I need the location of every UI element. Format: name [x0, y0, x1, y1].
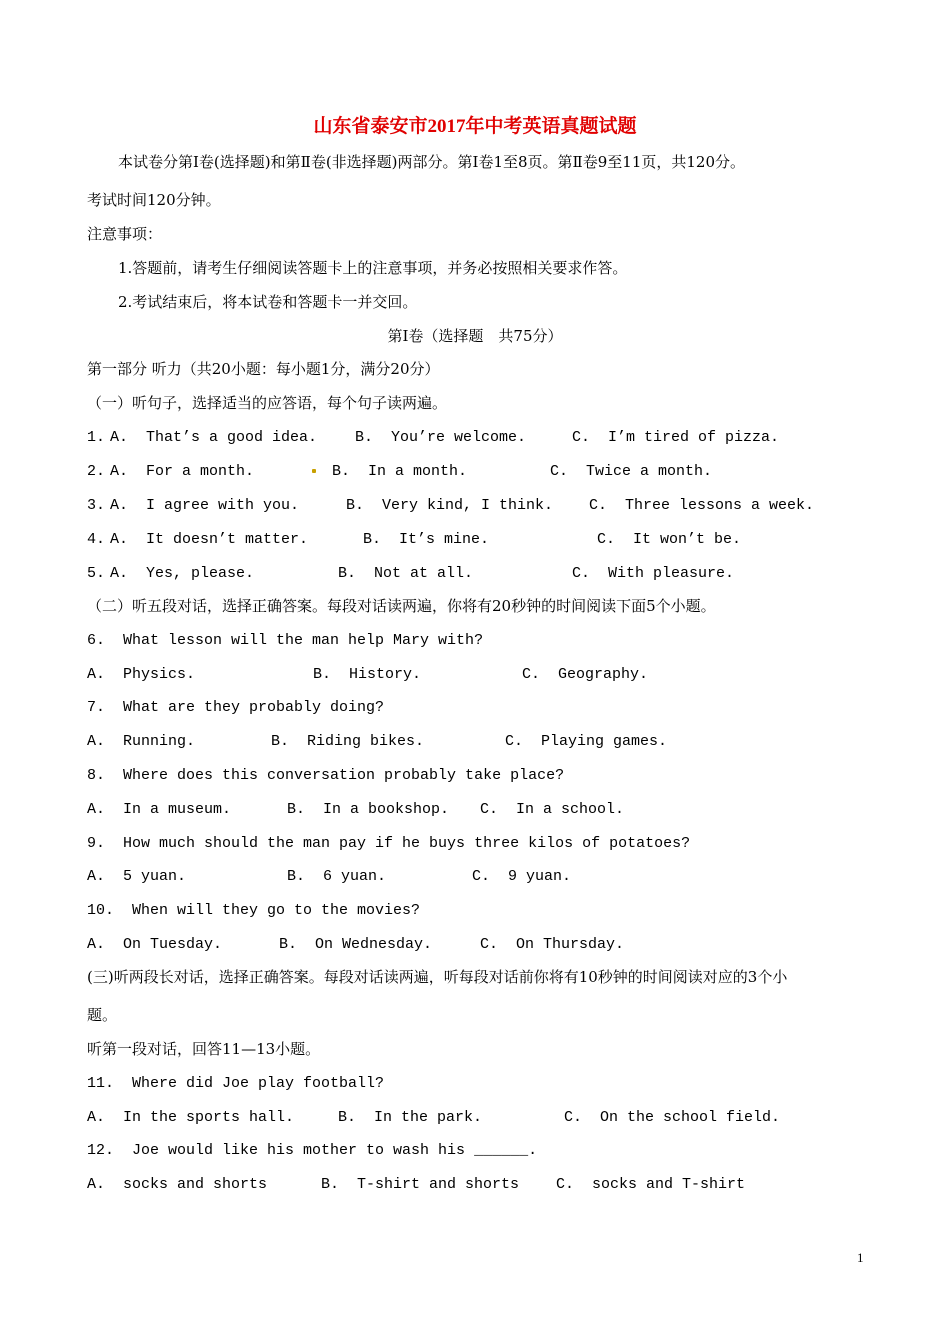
- option-b: B. In a month.: [332, 463, 468, 480]
- option-c: C. 9 yuan.: [472, 868, 572, 885]
- option-b: B. History.: [313, 666, 422, 683]
- intro-paragraph-line-1: 本试卷分第Ⅰ卷(选择题)和第Ⅱ卷(非选择题)两部分。第Ⅰ卷1至8页。第Ⅱ卷9至11页，共120分。: [118, 153, 746, 171]
- option-a: A. socks and shorts: [87, 1176, 268, 1193]
- option-c: C. On the school field.: [564, 1109, 781, 1126]
- section2-heading: （二）听五段对话，选择正确答案。每段对话读两遍，你将有20秒钟的时间阅读下面5个小题。: [87, 597, 716, 615]
- question-number: 1.: [87, 429, 106, 446]
- option-c: C. With pleasure.: [572, 565, 735, 582]
- option-c: C. Playing games.: [505, 733, 668, 750]
- question-number: 3.: [87, 497, 106, 514]
- section1-heading: （一）听句子，选择适当的应答语，每个句子读两遍。: [87, 394, 448, 412]
- option-b: B. Very kind, I think.: [346, 497, 554, 514]
- option-b: B. On Wednesday.: [279, 936, 433, 953]
- option-a: A. Running.: [87, 733, 196, 750]
- option-a: A. I agree with you.: [110, 497, 300, 514]
- option-b: B. Not at all.: [338, 565, 474, 582]
- section3-heading-line-1: (三)听两段长对话，选择正确答案。每段对话读两遍，听每段对话前你将有10秒钟的时间阅读对应的3个小: [87, 968, 788, 986]
- option-a: A. Physics.: [87, 666, 196, 683]
- notice-heading: 注意事项：: [87, 225, 163, 243]
- option-a: A. 5 yuan.: [87, 868, 187, 885]
- option-c: C. socks and T-shirt: [556, 1176, 746, 1193]
- option-a: A. That’s a good idea.: [110, 429, 318, 446]
- question-stem: 10. When will they go to the movies?: [87, 902, 421, 919]
- option-b: B. In the park.: [338, 1109, 483, 1126]
- option-a: A. On Tuesday.: [87, 936, 223, 953]
- notice-item-2: 2.考试结束后，将本试卷和答题卡一并交回。: [118, 293, 418, 311]
- option-c: C. On Thursday.: [480, 936, 625, 953]
- option-b: B. Riding bikes.: [271, 733, 425, 750]
- question-stem: 6. What lesson will the man help Mary with?: [87, 632, 484, 649]
- option-a: A. Yes, please.: [110, 565, 255, 582]
- question-stem: 11. Where did Joe play football?: [87, 1075, 385, 1092]
- stray-dot-mark: [312, 469, 316, 473]
- option-b: B. You’re welcome.: [355, 429, 527, 446]
- option-b: B. It’s mine.: [363, 531, 490, 548]
- option-a: A. It doesn’t matter.: [110, 531, 309, 548]
- question-number: 2.: [87, 463, 106, 480]
- question-stem: 9. How much should the man pay if he buys three kilos of potatoes?: [87, 835, 691, 852]
- part1-heading: 第一部分 听力（共20小题：每小题1分，满分20分）: [87, 360, 440, 378]
- dialog1-heading: 听第一段对话，回答11—13小题。: [87, 1040, 321, 1058]
- page-number: 1: [857, 1250, 864, 1265]
- option-a: A. In a museum.: [87, 801, 232, 818]
- notice-item-1: 1.答题前，请考生仔细阅读答题卡上的注意事项，并务必按照相关要求作答。: [118, 259, 628, 277]
- document-title: 山东省泰安市2017年中考英语真题试题: [313, 116, 637, 137]
- volume-heading: 第Ⅰ卷（选择题 共75分）: [387, 327, 563, 345]
- option-a: A. For a month.: [110, 463, 255, 480]
- section3-heading-line-2: 题。: [87, 1006, 118, 1024]
- option-b: B. In a bookshop.: [287, 801, 450, 818]
- option-c: C. Twice a month.: [550, 463, 713, 480]
- option-c: C. Three lessons a week.: [589, 497, 815, 514]
- question-stem: 8. Where does this conversation probably take place?: [87, 767, 565, 784]
- intro-paragraph-line-2: 考试时间120分钟。: [87, 191, 221, 209]
- option-c: C. I’m tired of pizza.: [572, 429, 780, 446]
- question-number: 5.: [87, 565, 106, 582]
- option-c: C. In a school.: [480, 801, 625, 818]
- question-stem: 7. What are they probably doing?: [87, 699, 385, 716]
- option-c: C. Geography.: [522, 666, 649, 683]
- option-b: B. T-shirt and shorts: [321, 1176, 520, 1193]
- question-number: 4.: [87, 531, 106, 548]
- option-b: B. 6 yuan.: [287, 868, 387, 885]
- option-a: A. In the sports hall.: [87, 1109, 295, 1126]
- option-c: C. It won’t be.: [597, 531, 742, 548]
- question-stem: 12. Joe would like his mother to wash his ______.: [87, 1142, 538, 1159]
